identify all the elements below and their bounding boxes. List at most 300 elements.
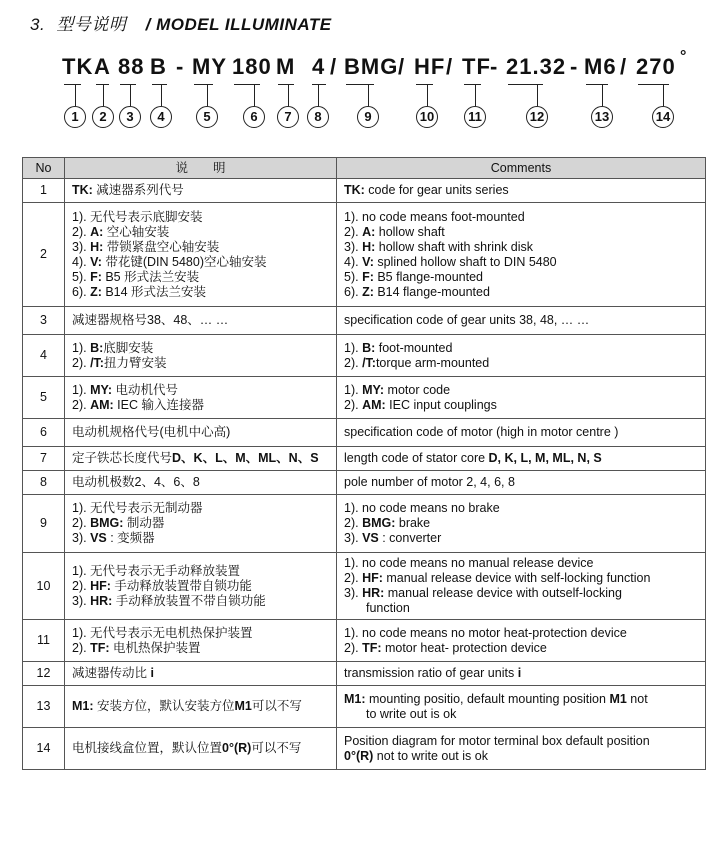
- text-run: specification code of motor (high in motor centre ): [344, 425, 619, 439]
- english-line: [344, 451, 698, 466]
- row-comment-english: [337, 419, 706, 447]
- code-segment: TF: [462, 54, 491, 79]
- header-comments: Comments: [337, 158, 706, 179]
- english-line: [344, 183, 698, 198]
- english-line: [344, 749, 698, 764]
- code-leader-line: [427, 84, 428, 106]
- section-heading: [30, 10, 332, 35]
- text-run: 可以不写: [251, 699, 302, 713]
- code-underline: [638, 84, 669, 85]
- row-comment-english: [337, 495, 706, 553]
- text-run: 2).: [344, 397, 363, 412]
- code-term: TK:: [344, 183, 365, 197]
- table-row: [23, 203, 706, 307]
- section-title-chinese: 型号说明: [56, 15, 127, 34]
- text-run: 安装方位，默认安装方位: [93, 699, 235, 713]
- code-term: 0°(R): [222, 741, 252, 755]
- code-underline: [464, 84, 481, 85]
- chinese-line: [72, 531, 329, 546]
- row-comment-english: [337, 307, 706, 335]
- code-marker: 1: [64, 106, 86, 128]
- english-line: [344, 516, 698, 531]
- text-run: 4).: [344, 254, 363, 269]
- row-comment-english: [337, 203, 706, 307]
- text-run: 手动释放装置带自锁功能: [110, 578, 252, 593]
- code-marker: 7: [277, 106, 299, 128]
- text-run: 2).: [72, 355, 91, 370]
- text-run: 1). no code means no manual release device: [344, 556, 594, 570]
- row-comment-english: [337, 447, 706, 471]
- text-run: 3).: [72, 239, 91, 254]
- row-number: 6: [23, 419, 65, 447]
- english-line: [344, 475, 698, 490]
- code-segment: 4: [312, 54, 326, 79]
- code-term: HF:: [90, 578, 111, 593]
- english-line: [344, 531, 698, 546]
- code-segment: 270: [636, 54, 676, 79]
- row-number: 3: [23, 307, 65, 335]
- chinese-line: [72, 425, 329, 440]
- code-segment: /: [446, 54, 454, 79]
- code-leader-line: [288, 84, 289, 106]
- code-term: TF:: [362, 640, 382, 655]
- table-row: [23, 419, 706, 447]
- row-number: 12: [23, 662, 65, 686]
- text-run: 可以不写: [251, 741, 302, 755]
- text-run: 电机热保护装置: [109, 640, 201, 655]
- table-row: [23, 377, 706, 419]
- code-underline: [586, 84, 608, 85]
- text-run: 6).: [72, 284, 91, 299]
- code-term: Z:: [90, 284, 102, 299]
- header-no: No: [23, 158, 65, 179]
- code-segment: HF: [414, 54, 446, 79]
- row-description-chinese: [65, 686, 337, 728]
- code-segment: TK: [62, 54, 94, 79]
- table-row: [23, 335, 706, 377]
- text-run: 带花键(DIN 5480)空心轴安装: [101, 254, 267, 269]
- english-line: [344, 601, 698, 616]
- text-run: 底脚安装: [103, 340, 154, 355]
- english-line: [344, 692, 698, 707]
- code-term: M1: [234, 699, 252, 713]
- text-run: 5).: [72, 269, 91, 284]
- row-number: 13: [23, 686, 65, 728]
- row-description-chinese: [65, 377, 337, 419]
- code-segment: 180: [232, 54, 272, 79]
- code-term: /T:: [90, 355, 104, 370]
- table-row: [23, 447, 706, 471]
- code-leader-line: [663, 84, 664, 106]
- code-term: B:: [362, 340, 376, 355]
- code-underline: [152, 84, 167, 85]
- code-term: MY:: [90, 382, 113, 397]
- text-run: B14 形式法兰安装: [101, 284, 207, 299]
- english-line: [344, 356, 698, 371]
- text-run: 手动释放装置不带自锁功能: [112, 593, 266, 608]
- code-term: D、K、L、M、ML、N、S: [172, 451, 319, 465]
- code-term: A:: [90, 224, 104, 239]
- code-underline: [312, 84, 326, 85]
- code-term: H:: [90, 239, 104, 254]
- text-run: 空心轴安装: [103, 224, 170, 239]
- text-run: specification code of gear units 38, 48, … …: [344, 313, 590, 327]
- english-line: [344, 210, 698, 225]
- text-run: 1). 无代号表示无制动器: [72, 501, 203, 515]
- code-term: VS: [90, 531, 107, 545]
- text-run: 2).: [72, 224, 91, 239]
- code-term: 0°(R): [344, 748, 374, 763]
- code-term: i: [150, 666, 154, 680]
- code-leader-line: [161, 84, 162, 106]
- english-line: [344, 666, 698, 681]
- code-segment: -: [490, 54, 499, 79]
- english-line: [344, 501, 698, 516]
- chinese-line: [72, 270, 329, 285]
- code-segment: /: [330, 54, 338, 79]
- code-marker: 11: [464, 106, 486, 128]
- chinese-line: [72, 356, 329, 371]
- row-number: 10: [23, 553, 65, 620]
- english-line: [344, 556, 698, 571]
- text-run: 5).: [344, 269, 363, 284]
- chinese-line: [72, 313, 329, 328]
- text-run: motor code: [384, 382, 451, 397]
- text-run: 2).: [344, 516, 363, 530]
- row-comment-english: [337, 662, 706, 686]
- code-term: F:: [90, 269, 102, 284]
- chinese-line: [72, 666, 329, 681]
- table-row: [23, 471, 706, 495]
- code-term: BMG:: [362, 516, 396, 530]
- row-comment-english: [337, 620, 706, 662]
- code-marker: 3: [119, 106, 141, 128]
- code-term: M1:: [344, 691, 366, 706]
- code-underline: [416, 84, 433, 85]
- text-run: 1).: [344, 382, 363, 397]
- text-run: Position diagram for motor terminal box default position: [344, 733, 650, 748]
- code-underline: [96, 84, 109, 85]
- code-term: B:: [90, 340, 104, 355]
- code-segment: A: [94, 54, 111, 79]
- chinese-line: [72, 564, 329, 579]
- text-run: not: [626, 691, 648, 706]
- english-line: [344, 270, 698, 285]
- chinese-line: [72, 579, 329, 594]
- code-segment: M6: [584, 54, 617, 79]
- row-number: 2: [23, 203, 65, 307]
- text-run: 定子铁芯长度代号: [72, 451, 173, 465]
- english-line: [344, 398, 698, 413]
- code-term: F:: [362, 269, 374, 284]
- text-run: 3).: [344, 586, 363, 600]
- english-line: [344, 225, 698, 240]
- english-line: [344, 341, 698, 356]
- table-row: [23, 662, 706, 686]
- chinese-line: [72, 255, 329, 270]
- table-row: [23, 620, 706, 662]
- chinese-line: [72, 225, 329, 240]
- text-run: brake: [395, 516, 431, 530]
- code-marker: 10: [416, 106, 438, 128]
- code-term: i: [517, 666, 522, 680]
- code-term: VS: [362, 531, 379, 545]
- code-segment: BMG: [344, 54, 399, 79]
- row-description-chinese: [65, 728, 337, 770]
- code-underline: [194, 84, 213, 85]
- code-underline: [278, 84, 294, 85]
- chinese-line: [72, 516, 329, 531]
- code-marker: 6: [243, 106, 265, 128]
- code-marker: 9: [357, 106, 379, 128]
- code-leader-line: [254, 84, 255, 106]
- row-number: 1: [23, 179, 65, 203]
- code-segment: /: [398, 54, 406, 79]
- text-run: 3).: [344, 239, 363, 254]
- text-run: 3).: [344, 531, 363, 545]
- chinese-line: [72, 641, 329, 656]
- chinese-line: [72, 240, 329, 255]
- row-number: 8: [23, 471, 65, 495]
- text-run: 减速器规格号38、48、… …: [72, 313, 229, 327]
- code-marker: 14: [652, 106, 674, 128]
- code-segment: -: [176, 54, 185, 79]
- table-row: [23, 553, 706, 620]
- code-marker: 8: [307, 106, 329, 128]
- model-code-diagram: [0, 48, 720, 134]
- text-run: length code of stator core: [344, 451, 489, 465]
- chinese-line: [72, 451, 329, 466]
- english-line: [344, 240, 698, 255]
- code-term: H:: [362, 239, 376, 254]
- text-run: motor heat- protection device: [381, 640, 547, 655]
- chinese-line: [72, 398, 329, 413]
- text-run: 带锁紧盘空心轴安装: [103, 239, 220, 254]
- text-run: torque arm-mounted: [375, 355, 490, 370]
- row-description-chinese: [65, 553, 337, 620]
- code-leader-line: [602, 84, 603, 106]
- text-run: splined hollow shaft to DIN 5480: [373, 254, 557, 269]
- text-run: 4).: [72, 254, 91, 269]
- code-term: M1: [609, 691, 627, 706]
- text-run: 2).: [72, 578, 91, 593]
- text-run: 1).: [72, 340, 91, 355]
- text-run: 1). no code means no brake: [344, 501, 500, 515]
- text-run: 2).: [72, 640, 91, 655]
- row-description-chinese: [65, 307, 337, 335]
- chinese-line: [72, 699, 329, 714]
- chinese-line: [72, 475, 329, 490]
- text-run: B14 flange-mounted: [373, 284, 490, 299]
- row-comment-english: [337, 686, 706, 728]
- code-segment: /: [620, 54, 628, 79]
- english-line: [344, 425, 698, 440]
- code-underline: [234, 84, 260, 85]
- row-comment-english: [337, 471, 706, 495]
- chinese-line: [72, 285, 329, 300]
- chinese-line: [72, 741, 329, 756]
- code-leader-line: [75, 84, 76, 106]
- text-run: 1). no code means foot-mounted: [344, 209, 525, 224]
- text-run: 2).: [344, 571, 363, 585]
- table-row: [23, 495, 706, 553]
- code-leader-line: [103, 84, 104, 106]
- text-run: 1).: [72, 382, 91, 397]
- code-segment: MY: [192, 54, 227, 79]
- english-line: [344, 571, 698, 586]
- row-description-chinese: [65, 662, 337, 686]
- table-row: [23, 307, 706, 335]
- code-term: HR:: [90, 593, 113, 608]
- text-run: 电动机规格代号(电机中心高): [72, 425, 231, 439]
- table-row: [23, 728, 706, 770]
- text-run: 电动机极数2、4、6、8: [72, 475, 200, 489]
- text-run: 2).: [72, 516, 91, 530]
- chinese-line: [72, 594, 329, 609]
- code-leader-line: [130, 84, 131, 106]
- text-run: code for gear units series: [364, 183, 509, 197]
- chinese-line: [72, 501, 329, 516]
- text-run: transmission ratio of gear units: [344, 666, 518, 680]
- code-leader-line: [207, 84, 208, 106]
- text-run: function: [366, 601, 410, 615]
- text-run: 1). 无代号表示底脚安装: [72, 209, 203, 224]
- text-run: not to write out is ok: [373, 748, 488, 763]
- text-run: 2).: [344, 224, 363, 239]
- code-term: D, K, L, M, ML, N, S: [488, 451, 602, 465]
- code-leader-line: [368, 84, 369, 106]
- code-term: M1:: [72, 699, 94, 713]
- code-leader-line: [537, 84, 538, 106]
- english-line: [344, 734, 698, 749]
- code-segment: 88: [118, 54, 145, 79]
- row-number: 5: [23, 377, 65, 419]
- row-number: 4: [23, 335, 65, 377]
- code-term: AM:: [90, 397, 114, 412]
- row-number: 9: [23, 495, 65, 553]
- table-header-row: [23, 158, 706, 179]
- code-underline: [120, 84, 136, 85]
- row-description-chinese: [65, 179, 337, 203]
- code-segment: M: [276, 54, 296, 79]
- text-run: foot-mounted: [375, 340, 453, 355]
- chinese-line: [72, 341, 329, 356]
- row-comment-english: [337, 335, 706, 377]
- row-description-chinese: [65, 447, 337, 471]
- text-run: 1).: [344, 340, 363, 355]
- table-row: [23, 179, 706, 203]
- english-line: [344, 383, 698, 398]
- code-term: BMG:: [90, 516, 124, 530]
- code-term: V:: [90, 254, 102, 269]
- code-term: /T:: [362, 355, 376, 370]
- chinese-line: [72, 383, 329, 398]
- text-run: mounting positio, default mounting position: [365, 691, 610, 706]
- text-run: : 变频器: [106, 531, 155, 545]
- section-number: 3.: [30, 15, 46, 34]
- code-term: HF:: [362, 571, 383, 585]
- text-run: B5 形式法兰安装: [101, 269, 200, 284]
- text-run: 2).: [344, 640, 363, 655]
- row-comment-english: [337, 179, 706, 203]
- code-term: MY:: [362, 382, 385, 397]
- code-term: TF:: [90, 640, 110, 655]
- text-run: 电动机代号: [112, 382, 179, 397]
- text-run: 电机接线盒位置，默认位置: [72, 741, 223, 755]
- code-marker: 12: [526, 106, 548, 128]
- chinese-line: [72, 210, 329, 225]
- code-underline: [346, 84, 374, 85]
- code-term: HR:: [362, 586, 385, 600]
- code-underline: [64, 84, 81, 85]
- code-segment: B: [150, 54, 167, 79]
- row-description-chinese: [65, 471, 337, 495]
- row-description-chinese: [65, 335, 337, 377]
- text-run: : converter: [378, 531, 442, 545]
- row-description-chinese: [65, 495, 337, 553]
- text-run: 1). no code means no motor heat-protection device: [344, 625, 627, 640]
- row-comment-english: [337, 377, 706, 419]
- text-run: hollow shaft: [375, 224, 445, 239]
- text-run: 减速器系列代号: [92, 183, 184, 197]
- code-term: A:: [362, 224, 376, 239]
- text-run: 6).: [344, 284, 363, 299]
- text-run: 3).: [72, 531, 91, 545]
- english-line: [344, 586, 698, 601]
- code-segment: 21.32: [506, 54, 567, 79]
- row-description-chinese: [65, 419, 337, 447]
- code-leader-line: [318, 84, 319, 106]
- text-run: 2).: [72, 397, 91, 412]
- code-term: TK:: [72, 183, 93, 197]
- text-run: 减速器传动比: [72, 666, 151, 680]
- code-marker: 5: [196, 106, 218, 128]
- text-run: pole number of motor 2, 4, 6, 8: [344, 475, 515, 489]
- text-run: manual release device with self-locking function: [382, 571, 651, 585]
- chinese-line: [72, 626, 329, 641]
- code-marker: 13: [591, 106, 613, 128]
- text-run: 1). 无代号表示无手动释放装置: [72, 563, 241, 578]
- english-line: [344, 626, 698, 641]
- code-underline: [508, 84, 543, 85]
- row-number: 11: [23, 620, 65, 662]
- code-term: V:: [362, 254, 374, 269]
- code-marker: 4: [150, 106, 172, 128]
- code-segment: -: [570, 54, 579, 79]
- text-run: manual release device with outself-locking: [384, 586, 622, 600]
- model-code-table: [22, 157, 706, 770]
- text-run: 3).: [72, 593, 91, 608]
- code-segment: °: [680, 48, 688, 65]
- header-chinese: 说 明: [65, 158, 337, 179]
- text-run: IEC 输入连接器: [113, 397, 204, 412]
- text-run: 扭力臂安装: [103, 355, 167, 370]
- english-line: [344, 285, 698, 300]
- english-line: [344, 255, 698, 270]
- row-description-chinese: [65, 620, 337, 662]
- row-comment-english: [337, 553, 706, 620]
- row-description-chinese: [65, 203, 337, 307]
- code-leader-line: [475, 84, 476, 106]
- english-line: [344, 641, 698, 656]
- text-run: B5 flange-mounted: [373, 269, 483, 284]
- chinese-line: [72, 183, 329, 198]
- text-run: IEC input couplings: [385, 397, 497, 412]
- code-term: AM:: [362, 397, 386, 412]
- english-line: [344, 707, 698, 722]
- text-run: 制动器: [123, 516, 165, 530]
- code-marker: 2: [92, 106, 114, 128]
